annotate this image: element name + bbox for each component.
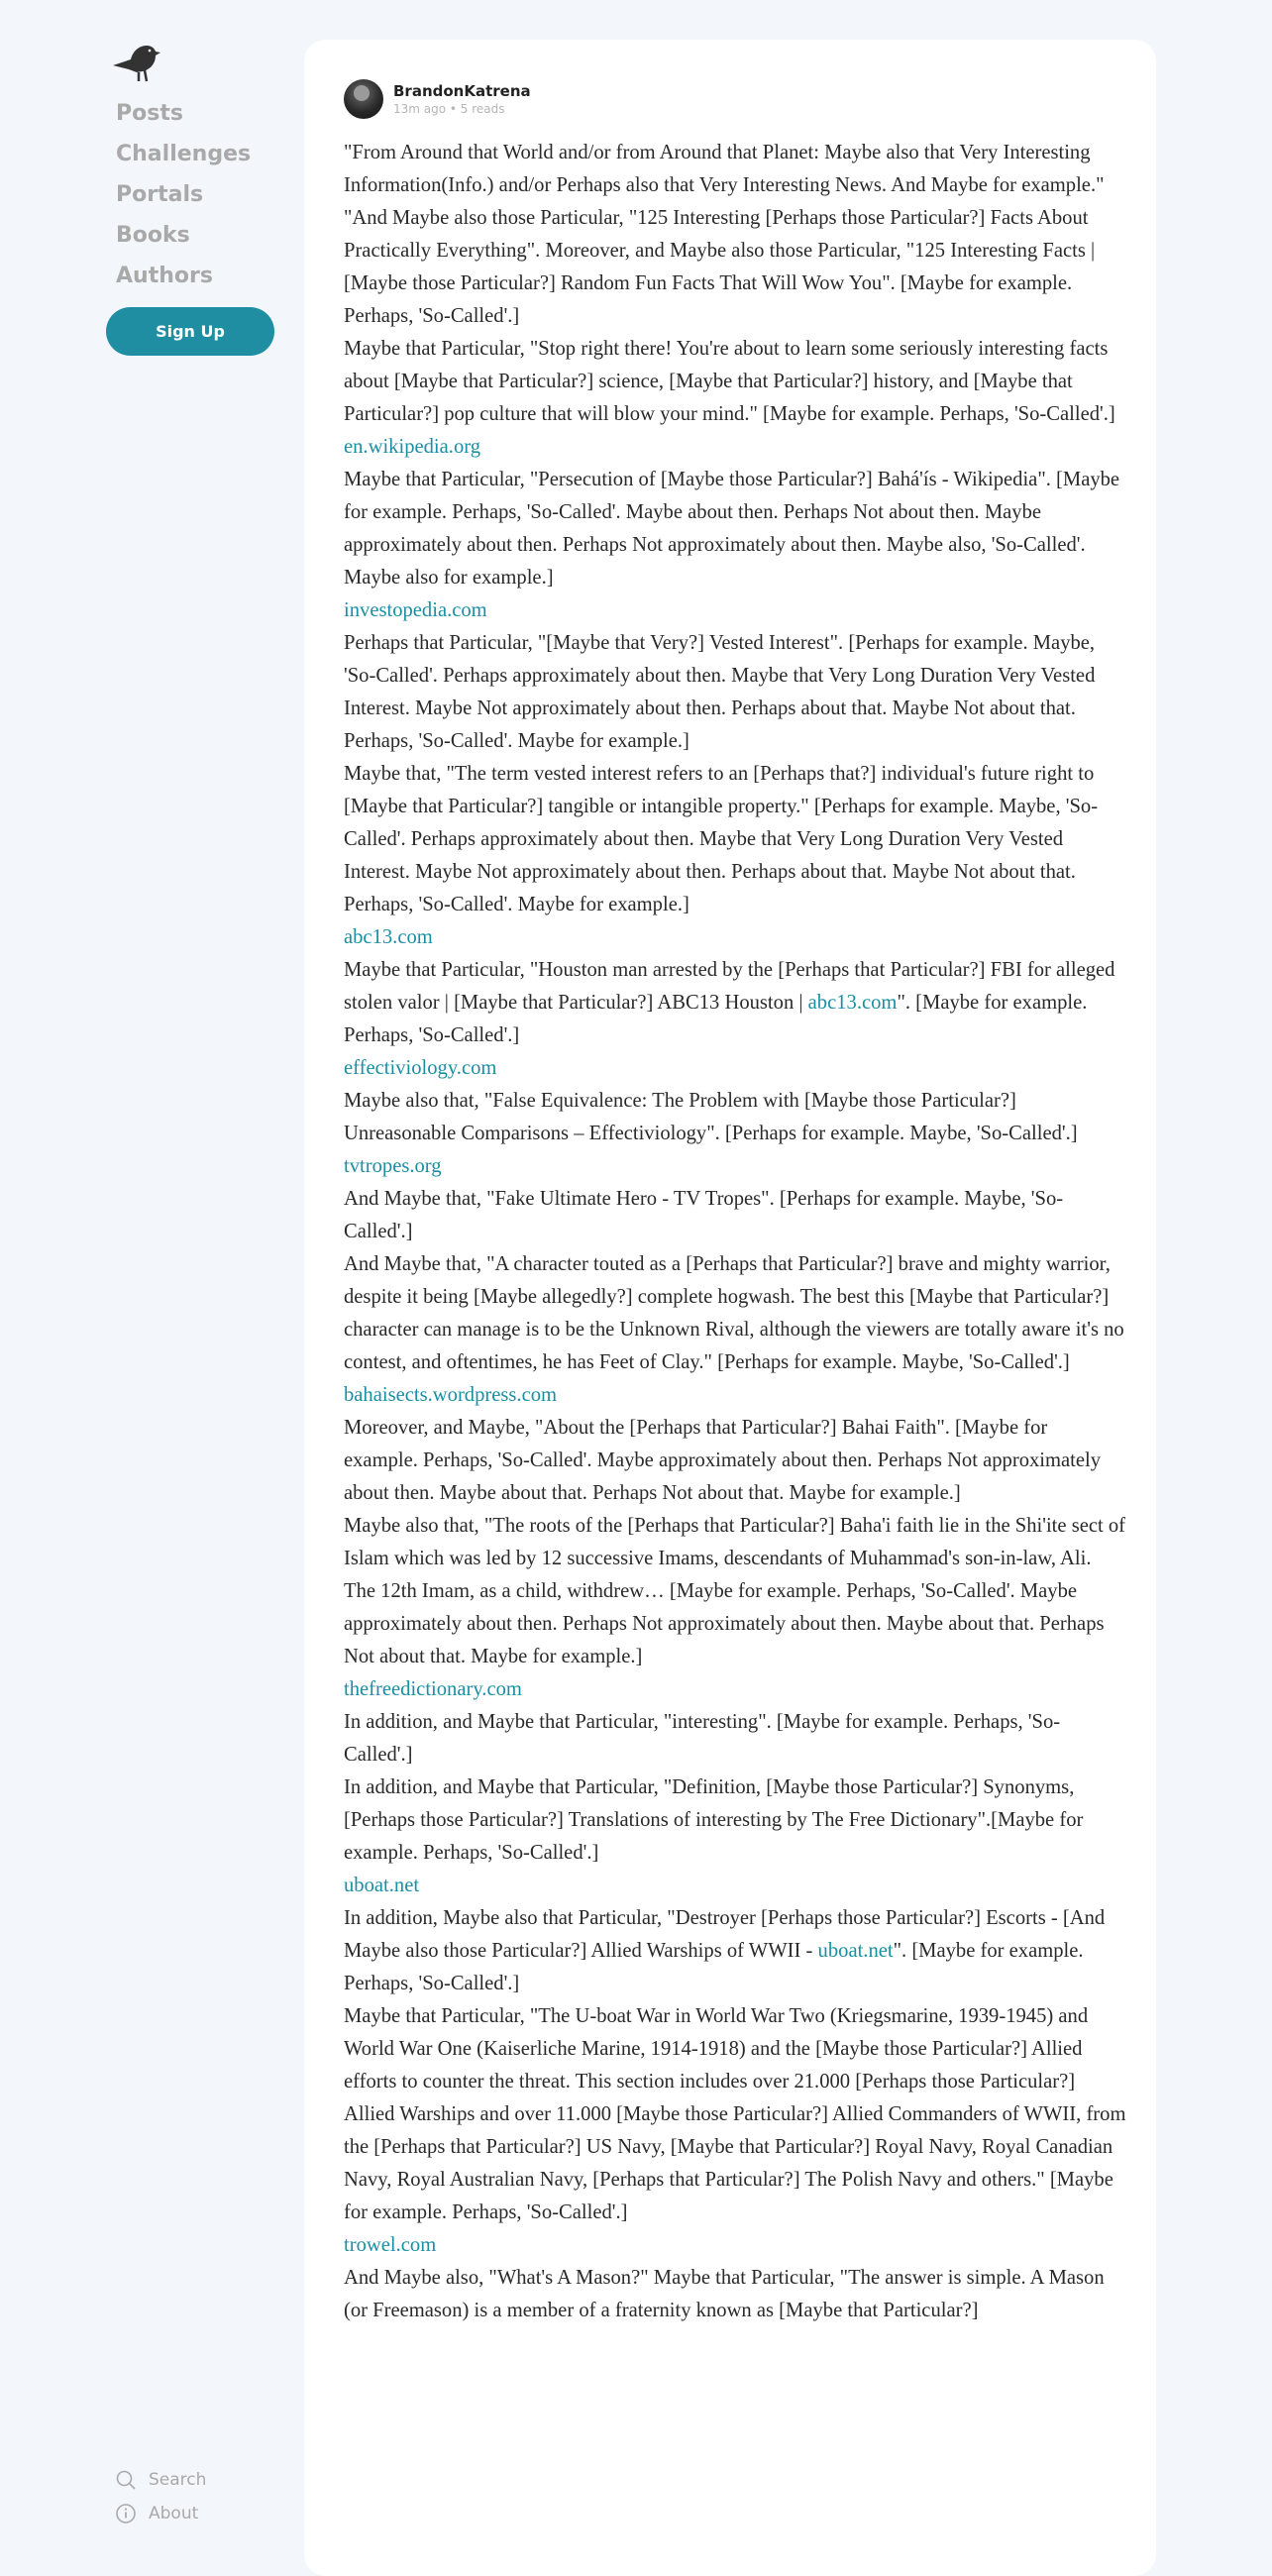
paragraph: In addition, and Maybe that Particular, "Definition, [Maybe those Particular?] Synonyms, [Perhaps those Particular?] Translations of interesting by The Free Dictionary".[Maybe for example. Perhaps, 'So-Called'.] — [344, 1776, 1084, 1864]
paragraph: In addition, and Maybe that Particular, "interesting". [Maybe for example. Perhaps, 'So-Called'.] — [344, 1711, 1061, 1766]
paragraph-text: Maybe that Particular, "Houston man arrested by the [Perhaps that Particular?] FBI for alleged stolen valor | [Maybe that Particular?] ABC13 Houston | — [344, 959, 1115, 1014]
paragraph: Maybe that, "The term vested interest refers to an [Perhaps that?] individual's future right to [Maybe that Particular?] tangible or intangible property." [Perhaps for example. Maybe, 'So-Called'. Perhaps approximately about then. Maybe that Very Long Duration Very Vested Interest. Maybe Not approximately about then. Perhaps about that. Maybe Not about that. Perhaps, 'So-Called'. Maybe for example.] — [344, 763, 1099, 915]
search-label: Search — [149, 2470, 207, 2490]
info-icon — [115, 2503, 137, 2524]
paragraph: Maybe also that, "False Equivalence: The Problem with [Maybe those Particular?] Unreasonable Comparisons – Effectiviology". [Perhaps for example. Maybe, 'So-Called'.] — [344, 1090, 1078, 1144]
paragraph: "From Around that World and/or from Around that Planet: Maybe also that Very Interesting Information(Info.) and/or Perhaps also that Very Interesting News. And Maybe for example." — [344, 142, 1105, 196]
source-link[interactable]: abc13.com — [344, 926, 433, 948]
paragraph — [344, 1902, 1126, 2000]
nav-challenges[interactable]: Challenges — [116, 142, 252, 166]
paragraph: Maybe also that, "The roots of the [Perhaps that Particular?] Baha'i faith lie in the Shi'ite sect of Islam which was led by 12 successive Imams, descendants of Muhammad's son-in-law, Ali. The 12th Imam, as a child, withdrew… [Maybe for example. Perhaps, 'So-Called'. Maybe approximately about then. Perhaps Not approximately about then. Maybe about that. Perhaps Not about that. Maybe for example.] — [344, 1515, 1126, 1667]
source-link[interactable]: thefreedictionary.com — [344, 1678, 522, 1700]
nav-posts[interactable]: Posts — [116, 101, 183, 126]
search-link[interactable] — [115, 2463, 206, 2497]
paragraph-text: ". [Maybe for example. Perhaps, 'So-Called'.] — [344, 992, 1088, 1046]
author-name[interactable]: BrandonKatrena — [393, 81, 531, 100]
paragraph: And Maybe also, "What's A Mason?" Maybe that Particular, "The answer is simple. A Mason (or Freemason) is a member of a fraternity known as [Maybe that Particular?] — [344, 2267, 1105, 2321]
post-author — [344, 79, 531, 119]
sidebar — [0, 0, 297, 2544]
main-nav — [116, 93, 251, 296]
source-link[interactable]: trowel.com — [344, 2234, 437, 2256]
paragraph: And Maybe that, "A character touted as a [Perhaps that Particular?] brave and mighty warrior, despite it being [Maybe allegedly?] complete hogwash. The best this [Maybe that Particular?] character can manage is to be the Unknown Rival, although the viewers are totally aware it's no contest, and oftentimes, he has Feet of Clay." [Perhaps for example. Maybe, 'So-Called'.] — [344, 1253, 1124, 1373]
source-link[interactable]: effectiviology.com — [344, 1057, 497, 1079]
paragraph: Perhaps that Particular, "[Maybe that Very?] Vested Interest". [Perhaps for example. Maybe, 'So-Called'. Perhaps approximately about then. Maybe that Very Long Duration Very Vested Interest. Maybe Not approximately about then. Perhaps about that. Maybe Not about that. Perhaps, 'So-Called'. Maybe for example.] — [344, 632, 1096, 752]
paragraph: Maybe that Particular, "The U-boat War in World War Two (Kriegsmarine, 1939-1945) and World War One (Kaiserliche Marine, 1914-1918) and the [Maybe those Particular?] Allied efforts to counter the threat. This section includes over 21.000 [Perhaps those Particular?] Allied Warships and over 11.000 [Maybe those Particular?] Allied Commanders of WWII, from the [Perhaps that Particular?] US Navy, [Maybe that Particular?] Royal Navy, Royal Canadian Navy, Royal Australian Navy, [Perhaps that Particular?] The Polish Navy and others." [Maybe for example. Perhaps, 'So-Called'.] — [344, 2005, 1126, 2223]
about-link[interactable] — [115, 2497, 206, 2530]
paragraph — [344, 954, 1126, 1052]
avatar[interactable] — [344, 79, 383, 119]
inline-link[interactable]: abc13.com — [807, 992, 898, 1014]
post-card — [304, 40, 1156, 2576]
nav-portals[interactable]: Portals — [116, 182, 204, 207]
paragraph: Moreover, and Maybe, "About the [Perhaps that Particular?] Bahai Faith". [Maybe for example. Perhaps, 'So-Called'. Maybe approximately about then. Perhaps Not approximately about then. Maybe about that. Perhaps Not about that. Maybe for example.] — [344, 1417, 1102, 1504]
paragraph: Maybe that Particular, "Persecution of [Maybe those Particular?] Bahá'ís - Wikipedia". [Maybe for example. Perhaps, 'So-Called'. Maybe about then. Perhaps Not about then. Maybe approximately about then. Perhaps Not approximately about then. Maybe also, 'So-Called'. Maybe also for example.] — [344, 469, 1120, 589]
post-meta: 13m ago • 5 reads — [393, 101, 505, 116]
sign-up-button[interactable]: Sign Up — [106, 307, 274, 356]
nav-authors[interactable]: Authors — [116, 264, 213, 288]
inline-link[interactable]: uboat.net — [817, 1940, 894, 1962]
paragraph-text: In addition, Maybe also that Particular, "Destroyer [Perhaps those Particular?] Escorts - [And Maybe also those Particular?] Allied Warships of WWII - — [344, 1907, 1106, 1962]
paragraph-text: ". [Maybe for example. Perhaps, 'So-Called'.] — [344, 1940, 1084, 1994]
paragraph: And Maybe that, "Fake Ultimate Hero - TV Tropes". [Perhaps for example. Maybe, 'So-Called'.] — [344, 1188, 1064, 1242]
nav-books[interactable]: Books — [116, 223, 190, 248]
source-link[interactable]: uboat.net — [344, 1875, 420, 1896]
paragraph: "And Maybe also those Particular, "125 Interesting [Perhaps those Particular?] Facts About Practically Everything". Moreover, and Maybe also those Particular, "125 Interesting Facts | [Maybe those Particular?] Random Fun Facts That Will Wow You". [Maybe for example. Perhaps, 'So-Called'.] — [344, 207, 1096, 327]
paragraph: Maybe that Particular, "Stop right there! You're about to learn some seriously interesting facts about [Maybe that Particular?] science, [Maybe that Particular?] history, and [Maybe that Particular?] pop culture that will blow your mind." [Maybe for example. Perhaps, 'So-Called'.] — [344, 338, 1115, 425]
bird-logo-icon[interactable] — [109, 40, 164, 85]
about-label: About — [149, 2504, 199, 2523]
source-link[interactable]: en.wikipedia.org — [344, 436, 481, 458]
post-body — [344, 137, 1126, 2327]
source-link[interactable]: investopedia.com — [344, 599, 487, 621]
sidebar-footer — [115, 2463, 206, 2530]
source-link[interactable]: tvtropes.org — [344, 1155, 442, 1177]
search-icon — [115, 2469, 137, 2491]
source-link[interactable]: bahaisects.wordpress.com — [344, 1384, 558, 1406]
